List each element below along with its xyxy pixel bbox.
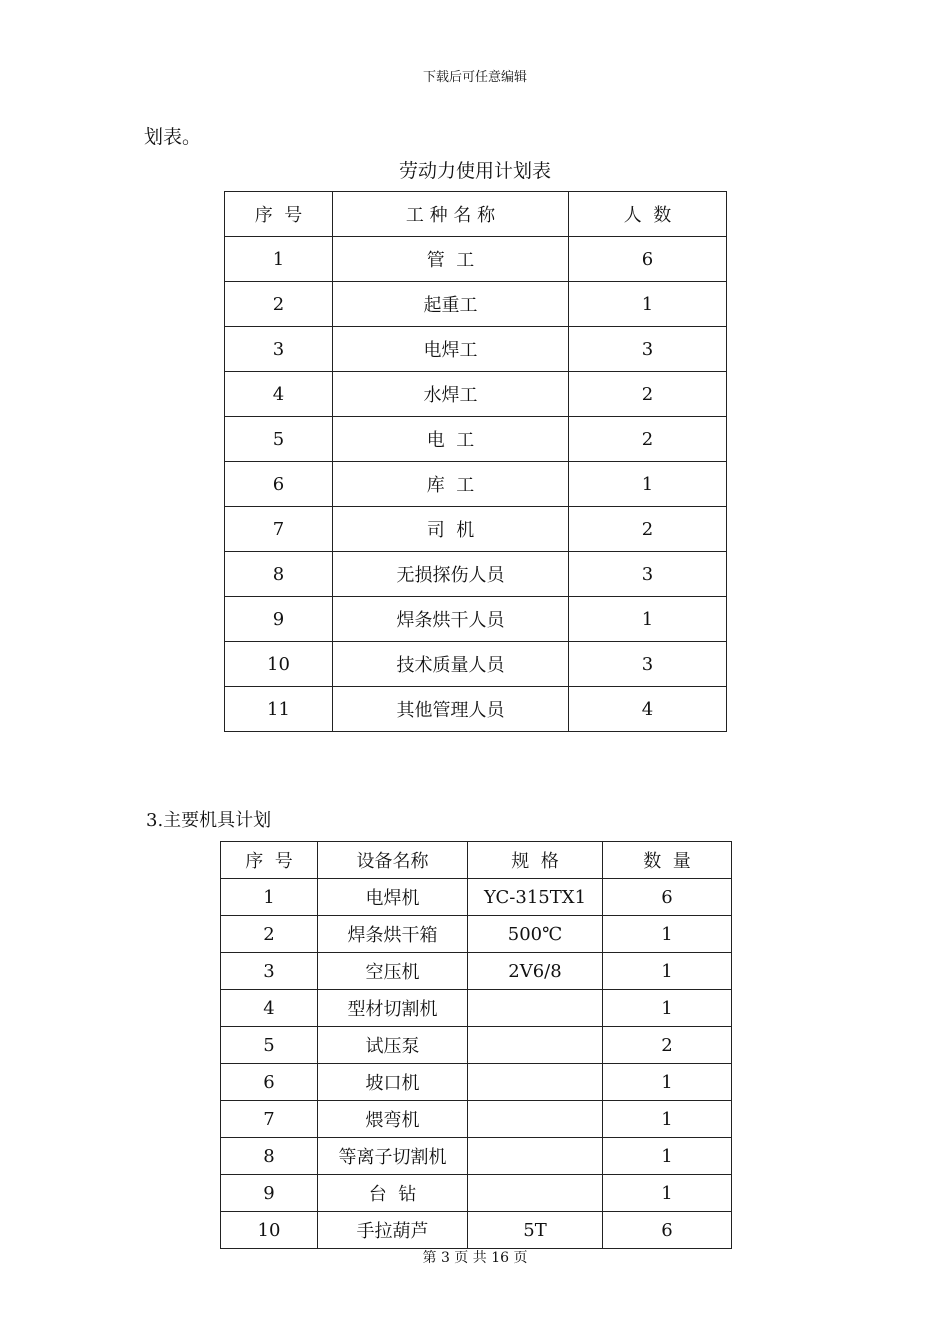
header-cell: 数 量 [603,842,732,879]
table-cell [468,990,603,1027]
table-cell: 电 工 [333,417,569,462]
table-cell: 试压泵 [318,1027,468,1064]
table-row [225,417,727,462]
table-header-row [221,842,732,879]
table-cell: 10 [225,642,333,687]
table-cell: 1 [603,1138,732,1175]
table-cell: 3 [569,552,727,597]
table-cell: 水焊工 [333,372,569,417]
table-cell: 库 工 [333,462,569,507]
table-cell: 电焊机 [318,879,468,916]
table-cell [468,1027,603,1064]
table-cell: 手拉葫芦 [318,1212,468,1249]
table-cell: 煨弯机 [318,1101,468,1138]
table-cell: 6 [603,1212,732,1249]
table-cell: 6 [569,237,727,282]
table-row [221,879,732,916]
table-cell: 坡口机 [318,1064,468,1101]
table-cell: 8 [221,1138,318,1175]
table-cell: 3 [221,953,318,990]
table-cell: 10 [221,1212,318,1249]
table-row [225,507,727,552]
table-cell: 11 [225,687,333,732]
table-cell: 6 [221,1064,318,1101]
labor-table [224,191,727,732]
equipment-section-heading: 3.主要机具计划 [146,810,272,831]
table-cell: 1 [225,237,333,282]
table-cell: 焊条烘干人员 [333,597,569,642]
table-cell: 2V6/8 [468,953,603,990]
header-cell: 设备名称 [318,842,468,879]
page-header: 下载后可任意编辑 [422,70,527,85]
table-cell: 4 [225,372,333,417]
table-cell: 5 [225,417,333,462]
table-row [225,372,727,417]
table-cell: 空压机 [318,953,468,990]
table-cell: 起重工 [333,282,569,327]
equipment-table [220,841,732,1249]
table-cell: 1 [221,879,318,916]
table-cell: 7 [225,507,333,552]
table-cell: 7 [221,1101,318,1138]
header-cell: 规 格 [468,842,603,879]
table-row [221,953,732,990]
table-cell: 5 [221,1027,318,1064]
table-cell: 电焊工 [333,327,569,372]
header-cell: 序 号 [221,842,318,879]
table-cell: 2 [603,1027,732,1064]
table-cell: 1 [569,282,727,327]
header-cell: 工 种 名 称 [333,192,569,237]
table-cell: 2 [221,916,318,953]
header-cell: 人 数 [569,192,727,237]
table-cell: 等离子切割机 [318,1138,468,1175]
table-cell [468,1175,603,1212]
table-row [221,916,732,953]
page-footer: 第 3 页 共 16 页 [422,1250,528,1266]
table-cell: 2 [225,282,333,327]
table-cell: 1 [603,990,732,1027]
table-row [225,327,727,372]
table-header-row [225,192,727,237]
table-cell: 4 [221,990,318,1027]
table-cell: 1 [569,597,727,642]
table-cell: 司 机 [333,507,569,552]
table-cell: 6 [225,462,333,507]
intro-text: 划表。 [144,126,202,148]
table-cell: 9 [221,1175,318,1212]
table-cell: 台 钻 [318,1175,468,1212]
table-cell: 3 [569,327,727,372]
table-cell: 9 [225,597,333,642]
table-cell: 500℃ [468,916,603,953]
table-row [221,990,732,1027]
table-row [221,1212,732,1249]
table-cell: 技术质量人员 [333,642,569,687]
table-row [225,237,727,282]
table-cell: 1 [603,953,732,990]
table-cell: 1 [569,462,727,507]
table-cell: YC-315TX1 [468,879,603,916]
table-cell: 2 [569,507,727,552]
table-row [221,1027,732,1064]
table-cell [468,1101,603,1138]
table-row [221,1175,732,1212]
table-row [225,687,727,732]
table-row [221,1138,732,1175]
table-row [225,282,727,327]
table-cell: 4 [569,687,727,732]
table-cell: 3 [225,327,333,372]
table-row [225,462,727,507]
table-cell: 3 [569,642,727,687]
table-row [225,642,727,687]
table-cell: 管 工 [333,237,569,282]
table-cell: 1 [603,916,732,953]
header-cell: 序 号 [225,192,333,237]
table-row [225,597,727,642]
table-cell: 型材切割机 [318,990,468,1027]
table-row [225,552,727,597]
table-cell: 其他管理人员 [333,687,569,732]
table-cell: 1 [603,1175,732,1212]
table-cell [468,1138,603,1175]
labor-table-title: 劳动力使用计划表 [398,160,551,182]
table-cell: 无损探伤人员 [333,552,569,597]
table-row [221,1064,732,1101]
table-cell: 6 [603,879,732,916]
table-cell: 1 [603,1101,732,1138]
table-row [221,1101,732,1138]
table-cell: 5T [468,1212,603,1249]
table-cell: 2 [569,417,727,462]
table-cell [468,1064,603,1101]
table-cell: 8 [225,552,333,597]
table-cell: 2 [569,372,727,417]
table-cell: 1 [603,1064,732,1101]
table-cell: 焊条烘干箱 [318,916,468,953]
